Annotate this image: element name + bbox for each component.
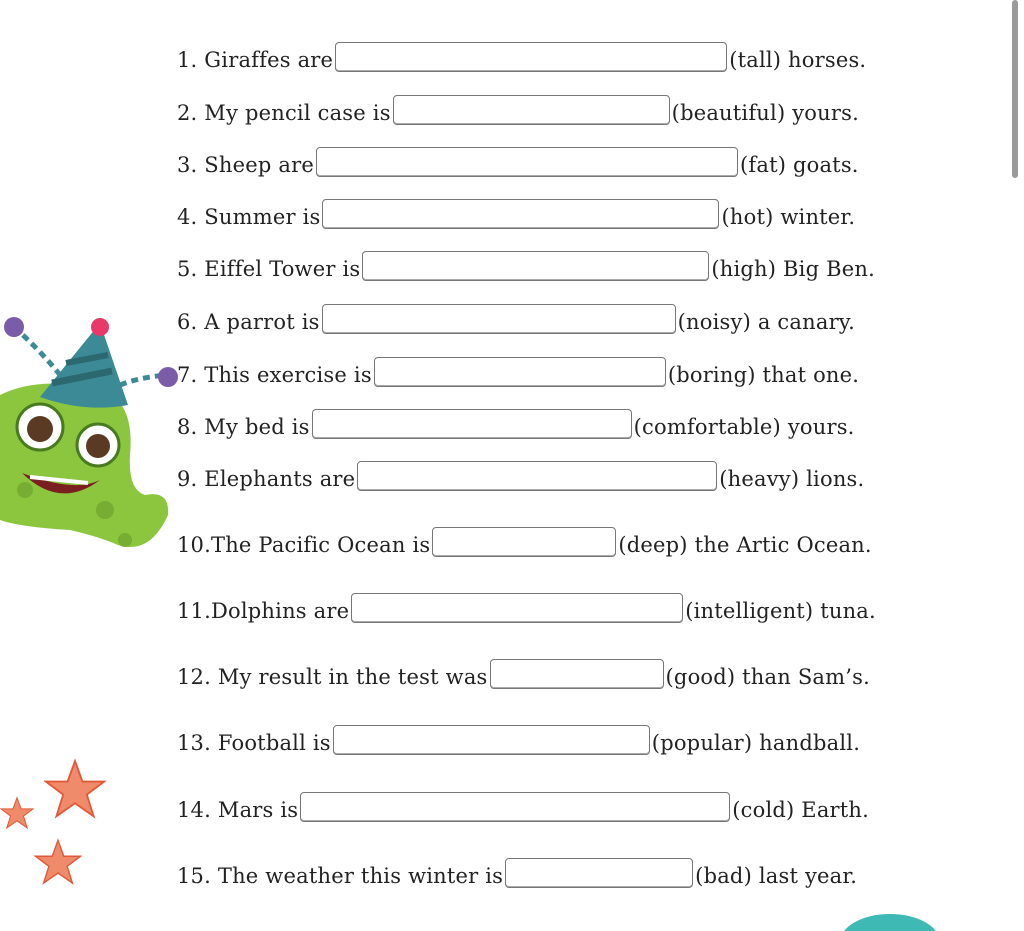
answer-box[interactable] xyxy=(316,147,738,177)
answer-box[interactable] xyxy=(322,304,676,334)
exercise-item xyxy=(177,527,872,557)
item-text: 4. Summer is xyxy=(177,205,321,229)
item-text: 5. Eiffel Tower is xyxy=(177,257,361,281)
answer-box[interactable] xyxy=(335,42,727,72)
item-hint: (heavy) lions. xyxy=(719,467,865,491)
exercise-item xyxy=(177,357,859,387)
item-hint: (tall) horses. xyxy=(729,48,867,72)
item-hint: (hot) winter. xyxy=(721,205,856,229)
answer-box[interactable] xyxy=(322,199,719,229)
star-icon xyxy=(0,796,34,830)
item-text: 9. Elephants are xyxy=(177,467,356,491)
exercise-item xyxy=(177,251,875,281)
item-hint: (bad) last year. xyxy=(695,864,858,888)
item-text: 15. The weather this winter is xyxy=(177,864,504,888)
item-text: 10.The Pacific Ocean is xyxy=(177,533,431,557)
answer-box[interactable] xyxy=(432,527,616,557)
scrollbar[interactable] xyxy=(1012,0,1018,178)
item-text: 7. This exercise is xyxy=(177,363,372,387)
item-text: 13. Football is xyxy=(177,731,331,755)
item-hint: (cold) Earth. xyxy=(732,798,870,822)
exercise-item xyxy=(177,659,870,689)
item-hint: (boring) that one. xyxy=(667,363,860,387)
item-text: 1. Giraffes are xyxy=(177,48,334,72)
item-hint: (high) Big Ben. xyxy=(711,257,875,281)
answer-box[interactable] xyxy=(362,251,709,281)
exercise-item xyxy=(177,95,859,125)
item-hint: (comfortable) yours. xyxy=(633,415,855,439)
exercise-item xyxy=(177,725,860,755)
exercise-item xyxy=(177,199,855,229)
answer-box[interactable] xyxy=(300,792,730,822)
item-text: 3. Sheep are xyxy=(177,153,314,177)
exercise-item xyxy=(177,42,866,72)
star-icon xyxy=(34,838,82,886)
answer-box[interactable] xyxy=(312,409,632,439)
answer-box[interactable] xyxy=(374,357,666,387)
answer-box[interactable] xyxy=(357,461,717,491)
teal-shape-icon xyxy=(840,912,940,931)
exercise-item xyxy=(177,147,859,177)
answer-box[interactable] xyxy=(393,95,670,125)
item-text: 2. My pencil case is xyxy=(177,101,391,125)
answer-box[interactable] xyxy=(505,858,693,888)
item-text: 8. My bed is xyxy=(177,415,310,439)
item-hint: (intelligent) tuna. xyxy=(685,599,876,623)
item-hint: (fat) goats. xyxy=(739,153,859,177)
item-text: 14. Mars is xyxy=(177,798,299,822)
exercise-item xyxy=(177,461,864,491)
star-icon xyxy=(44,758,106,820)
item-hint: (popular) handball. xyxy=(651,731,861,755)
item-hint: (good) than Sam’s. xyxy=(665,665,870,689)
item-hint: (deep) the Artic Ocean. xyxy=(618,533,872,557)
exercise-item xyxy=(177,409,855,439)
answer-box[interactable] xyxy=(490,659,664,689)
item-text: 6. A parrot is xyxy=(177,310,320,334)
item-hint: (noisy) a canary. xyxy=(677,310,855,334)
exercise-item xyxy=(177,792,869,822)
item-hint: (beautiful) yours. xyxy=(671,101,859,125)
answer-box[interactable] xyxy=(333,725,650,755)
exercise-item xyxy=(177,304,855,334)
answer-box[interactable] xyxy=(351,593,683,623)
item-text: 11.Dolphins are xyxy=(177,599,350,623)
exercise-item xyxy=(177,858,857,888)
exercise-item xyxy=(177,593,876,623)
monster-icon xyxy=(0,305,190,555)
item-text: 12. My result in the test was xyxy=(177,665,488,689)
